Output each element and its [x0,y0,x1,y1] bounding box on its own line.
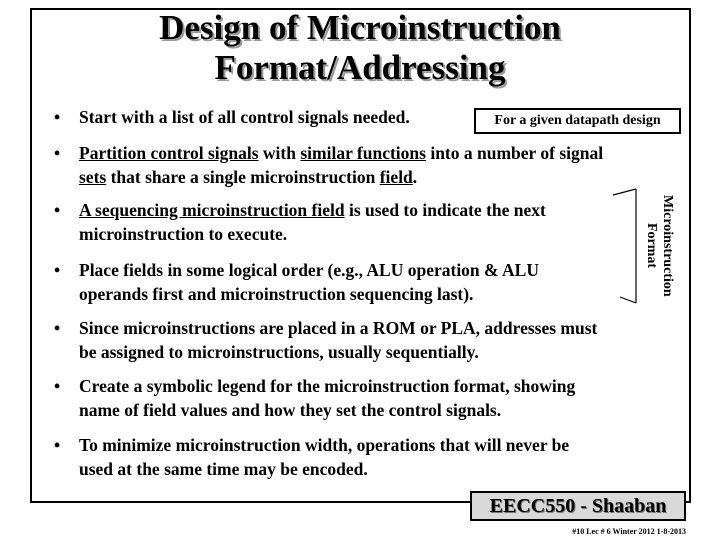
footnote: #10 Lec # 6 Winter 2012 1-8-2013 [572,527,686,536]
brace-lines [610,185,640,310]
bullet-marker: • [54,318,61,338]
bullet-marker: • [54,376,61,396]
slide-title: Design of Microinstruction Format/Addressing [159,8,561,87]
bullet-marker: • [54,200,61,220]
bullet-7-text: To minimize microinstruction width, operations that will never be used at the same time may be encoded. [79,435,570,479]
bullet-6-text: Create a symbolic legend for the microinstruction format, showing name of field values and how they set the control signals. [79,376,576,420]
bullet-marker: • [54,260,61,280]
footer-text: EECC550 - Shaaban [489,494,667,517]
bullet-4-text: Place fields in some logical order (e.g., ALU operation & ALU operands first and microinstruction sequencing last). [79,260,539,304]
bullet-marker: • [54,143,61,163]
bullet-1-text: Start with a list of all control signals needed. [79,107,410,127]
bullet-3-text: A sequencing microinstruction field is used to indicate the next microinstruction to execute. [79,200,546,244]
bullet-marker: • [54,435,61,455]
footer-badge [470,491,686,521]
bullet-2-text: Partition control signals with similar functions into a number of signal sets that share a single microinstruction field. [79,143,604,187]
datapath-callout: For a given datapath design [474,108,681,134]
bullet-5-text: Since microinstructions are placed in a ROM or PLA, addresses must be assigned to microinstructions, usually sequentially. [79,318,598,362]
bullet-marker: • [54,107,61,127]
microinstruction-format-label: Microinstruction Format [644,195,675,297]
